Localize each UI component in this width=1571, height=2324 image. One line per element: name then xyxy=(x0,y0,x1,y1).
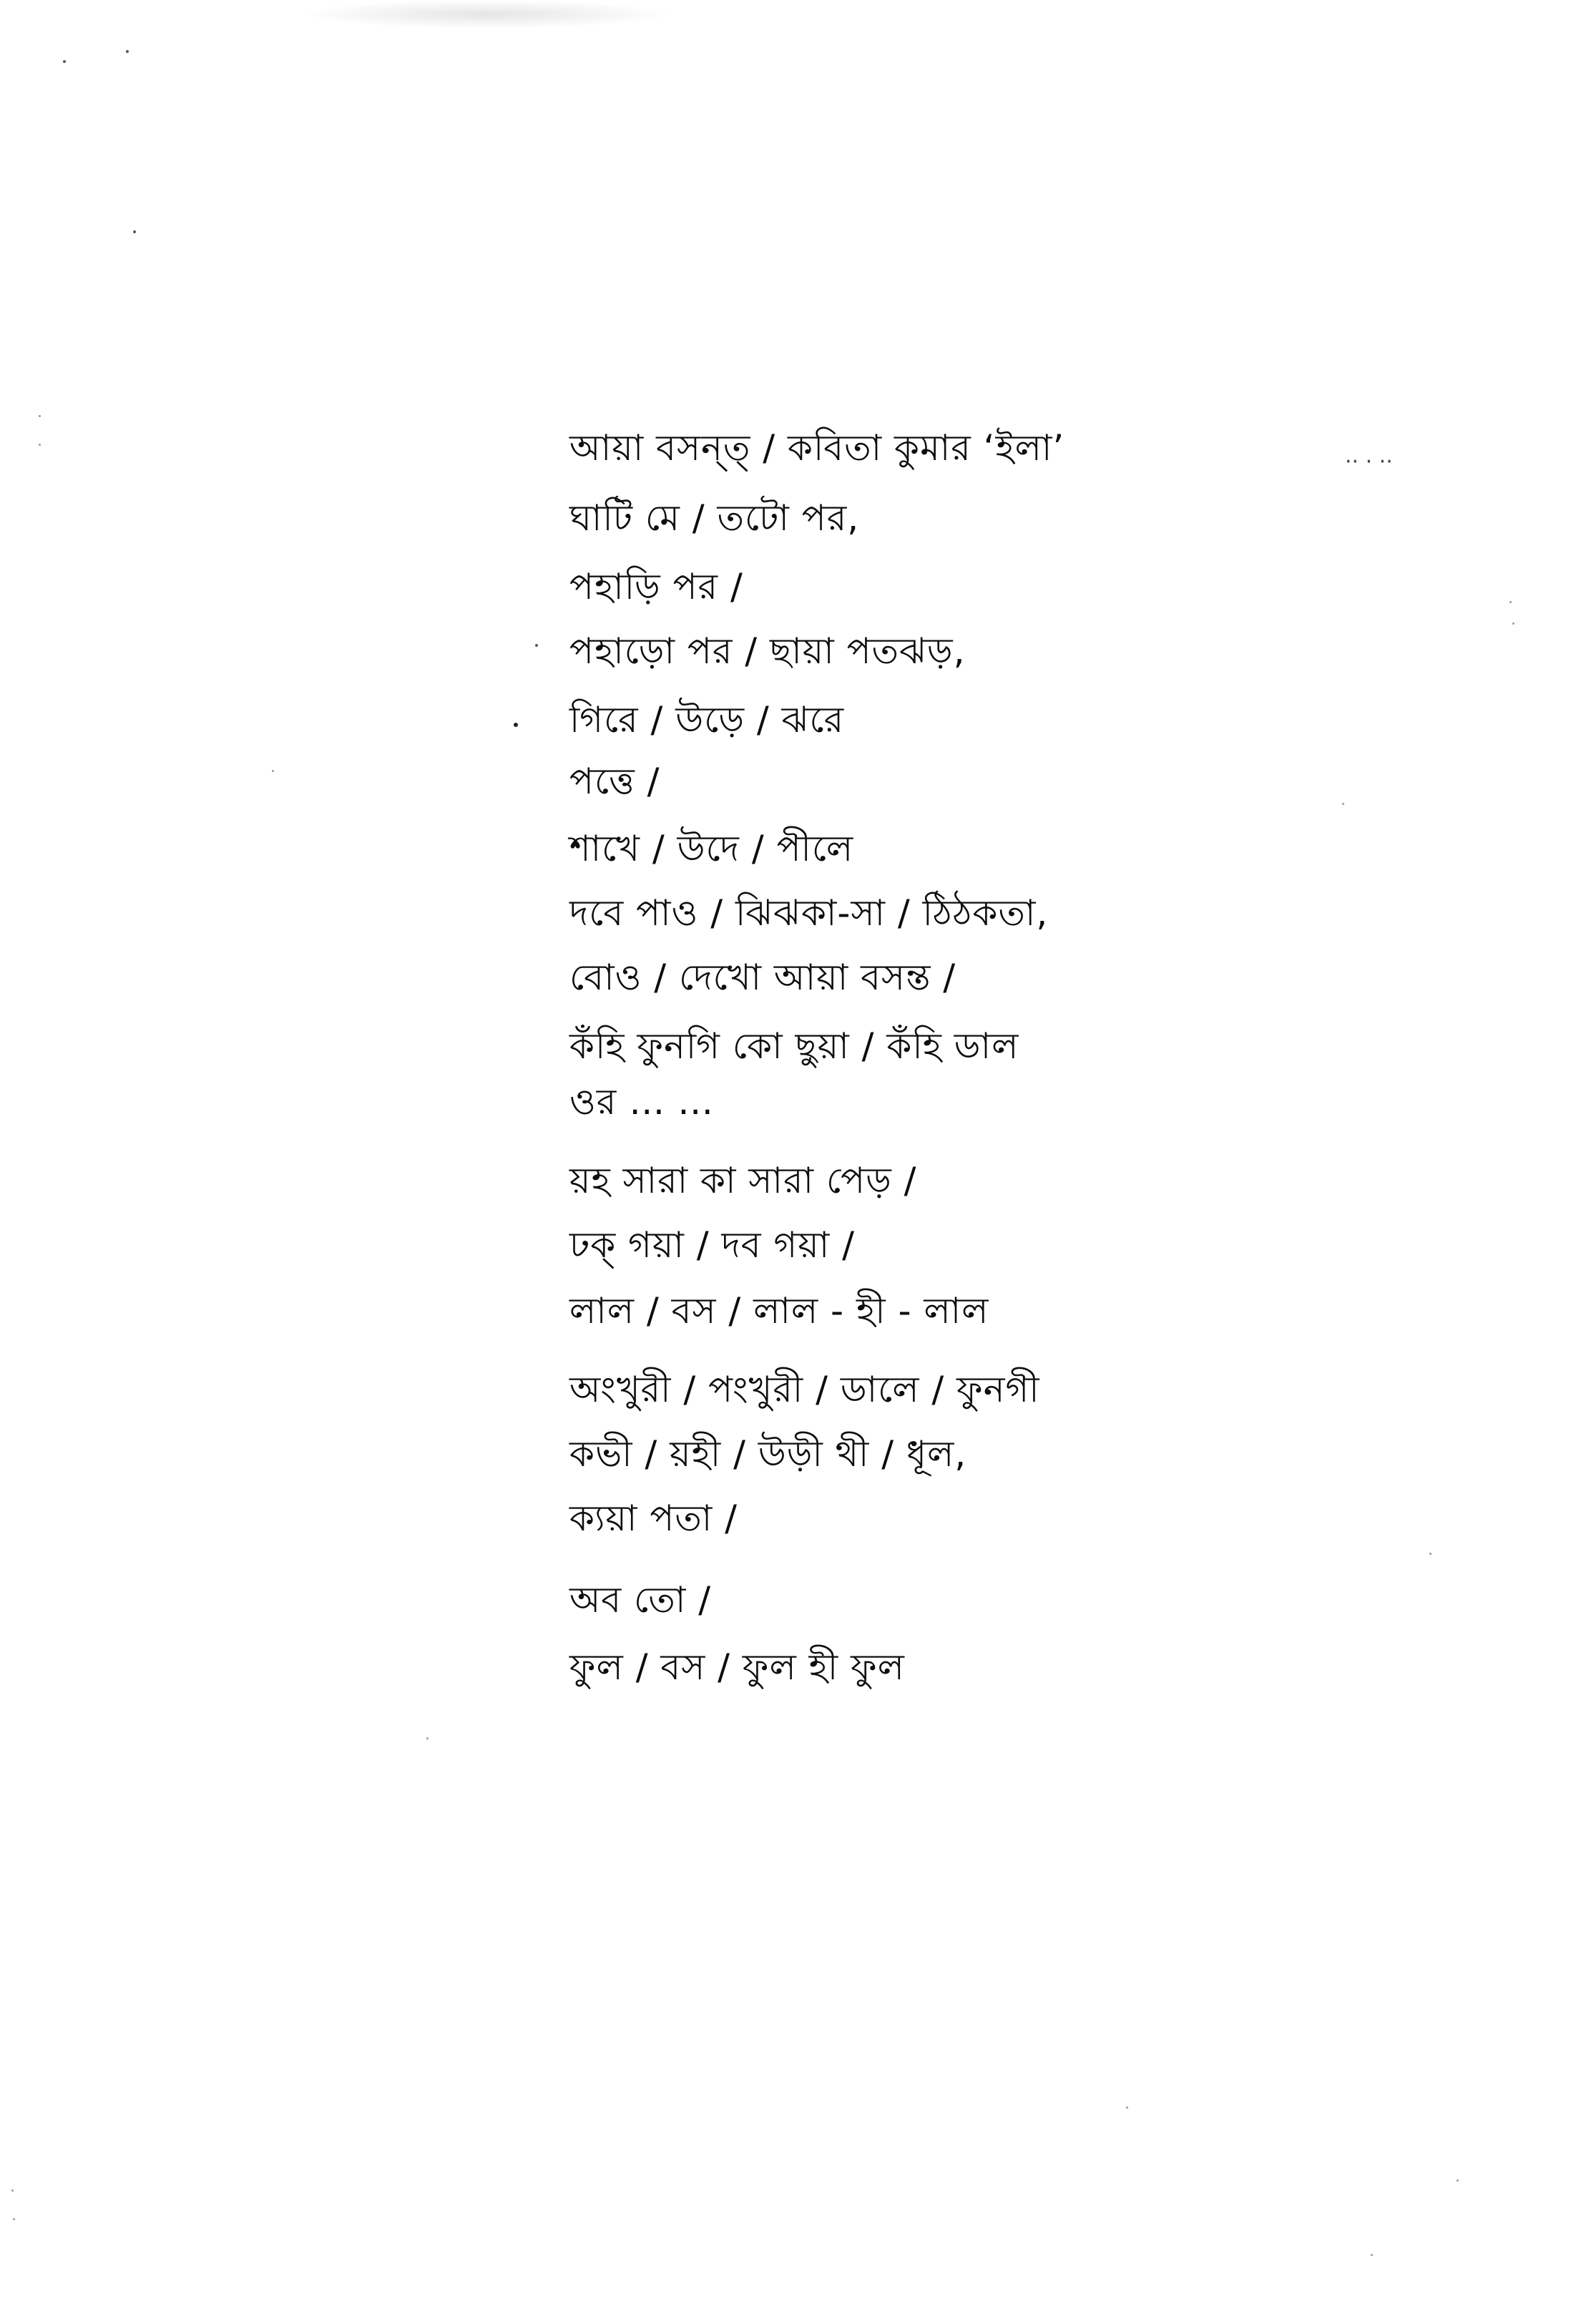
poem-line: ঘাটি মে / তটো পর, xyxy=(569,497,860,539)
speck xyxy=(133,230,136,233)
poem-line: ক্যয়া পতা / xyxy=(569,1498,738,1539)
poem-line: গিরে / উড়ে / ঝরে xyxy=(569,699,845,741)
speck xyxy=(535,644,538,647)
poem-line: অব তো / xyxy=(569,1579,712,1621)
poem-line: শাখে / উদে / পীলে xyxy=(569,828,854,869)
speck xyxy=(11,2189,14,2192)
poem-line: ফুল / বস / ফুল হী ফুল xyxy=(569,1646,905,1688)
scan-smudge xyxy=(300,0,672,29)
poem-line: পহাড়ি পর / xyxy=(569,566,743,607)
poem-line: পহাড়ো পর / ছায়া পতঝড়, xyxy=(569,630,966,672)
speck xyxy=(126,50,129,53)
speck xyxy=(1509,601,1512,603)
poem-line: লাল / বস / লাল - হী - লাল xyxy=(569,1290,989,1332)
poem-line: পত্তে / xyxy=(569,761,660,802)
speck xyxy=(39,415,41,417)
poem-line: বোও / দেখো আয়া বসন্ত / xyxy=(569,957,956,998)
speck xyxy=(1342,803,1344,805)
poem-line: আয়া বসন্ত্ / কবিতা কুমার ‘ইলা’ xyxy=(569,427,1065,469)
speck xyxy=(1457,2179,1459,2182)
speck xyxy=(514,723,518,727)
poem-line: ঢক্ গয়া / দব গয়া / xyxy=(569,1224,855,1266)
speck xyxy=(39,444,41,446)
poem-line: অংখুরী / পংখুরী / ডালে / ফুনগী xyxy=(569,1369,1040,1410)
speck xyxy=(272,770,274,772)
right-margin-dots: ·· · ·· xyxy=(1345,449,1393,474)
poem-line: দবে পাও / ঝিঝকা-সা / ঠিঠকতা, xyxy=(569,892,1049,934)
speck xyxy=(426,1737,429,1739)
poem-line: কভী / য়হী / উড়ী থী / ধূল, xyxy=(569,1433,967,1475)
speck xyxy=(1512,622,1514,625)
poem-line: ওর … … xyxy=(569,1081,715,1123)
speck xyxy=(1429,1553,1431,1555)
speck xyxy=(1371,2254,1373,2256)
speck xyxy=(63,60,66,63)
poem-line: কঁহি ফুনগি কো ছুয়া / কঁহি ডাল xyxy=(569,1025,1019,1067)
speck xyxy=(1126,2106,1128,2109)
poem-line: য়হ সারা কা সারা পেড় / xyxy=(569,1160,917,1201)
speck xyxy=(13,2218,15,2220)
